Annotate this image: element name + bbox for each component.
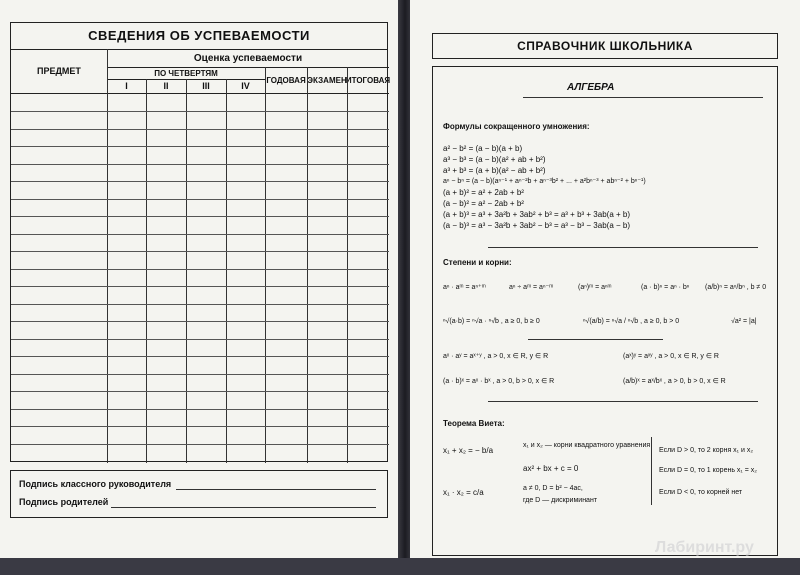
table-row[interactable] [11,444,389,445]
formula-line: (a/b)ⁿ = aⁿ/bⁿ , b ≠ 0 [705,284,767,291]
vieta-discriminant: a ≠ 0, D = b² − 4ac, [523,485,583,492]
grade-header: Оценка успеваемости [193,52,303,64]
abridged-title: Формулы сокращенного умножения: [443,122,590,131]
right-page [410,0,800,560]
formula-line: √a² = |a| [731,318,757,325]
formula-line: (a − b)³ = a³ − 3a²b + 3ab² − b³ = a³ − b³ − 3ab(a − b) [443,221,630,230]
table-row[interactable] [11,286,389,287]
quarters-header: ПО ЧЕТВЕРТЯМ [154,68,218,78]
quarter-2: II [163,81,169,91]
formula-line: (a − b)² = a² − 2ab + b² [443,199,524,208]
formula-line: aⁿ − bⁿ = (a − b)(aⁿ⁻¹ + aⁿ⁻²b + aⁿ⁻³b² + ... + a²bⁿ⁻³ + abⁿ⁻² + bⁿ⁻¹) [443,178,646,185]
table-row[interactable] [11,269,389,270]
sign-teacher-label: Подпись классного руководителя [19,479,172,489]
vieta-equation: ax² + bx + c = 0 [523,464,579,473]
grades-table [10,22,391,462]
formula-line: (aˣ)ʸ = aˣʸ , a > 0, x ∈ R, y ∈ R [623,353,719,360]
table-row[interactable] [11,146,389,147]
watermark: Лабиринт.ру [655,539,754,556]
vieta-title: Теорема Виета: [443,419,505,428]
exam-header: ЭКЗАМЕН [307,75,347,85]
table-row[interactable] [11,199,389,200]
table-row[interactable] [11,391,389,392]
formula-line: aⁿ · aᵐ = aⁿ⁺ᵐ [443,284,486,291]
signatures-block [10,470,388,518]
formula-line: a² − b² = (a − b)(a + b) [443,144,523,153]
vieta-sum: x₁ + x₂ = − b/a [443,446,494,455]
formula-line: aˣ · aʸ = aˣ⁺ʸ , a > 0, x ∈ R, y ∈ R [443,353,549,360]
table-row[interactable] [11,356,389,357]
table-row[interactable] [11,111,389,112]
table-row[interactable] [11,216,389,217]
table-row[interactable] [11,304,389,305]
table-row[interactable] [11,321,389,322]
quarter-1: I [125,81,128,91]
sign-parents-label: Подпись родителей [19,497,109,507]
table-row[interactable] [11,339,389,340]
table-row[interactable] [11,164,389,165]
algebra-box [432,66,778,556]
formula-line: ⁿ√(a/b) = ⁿ√a / ⁿ√b , a ≥ 0, b > 0 [583,318,680,325]
subject-header: ПРЕДМЕТ [37,66,81,76]
grades-table-title: СВЕДЕНИЯ ОБ УСПЕВАЕМОСТИ [11,23,387,50]
vieta-roots: x₁ и x₂ — корни квадратного уравнения [523,442,651,449]
vieta-product: x₁ · x₂ = c/a [443,488,484,497]
table-row[interactable] [11,129,389,130]
vieta-case: Если D = 0, то 1 корень x₁ = x₂ [659,467,757,474]
sign-parents-line[interactable] [111,507,376,508]
final-header: ИТОГОВАЯ [345,75,391,85]
reference-header: СПРАВОЧНИК ШКОЛЬНИКА [432,33,778,59]
vieta-case: Если D < 0, то корней нет [659,489,743,496]
formula-line: (a + b)² = a² + 2ab + b² [443,188,524,197]
sign-teacher-line[interactable] [176,489,376,490]
table-row[interactable] [11,234,389,235]
table-row[interactable] [11,181,389,182]
formula-line: a³ − b³ = (a − b)(a² + ab + b²) [443,155,546,164]
formula-line: a³ + b³ = (a + b)(a² − ab + b²) [443,166,546,175]
formula-line: (a/b)ˣ = aˣ/bˣ , a > 0, b > 0, x ∈ R [623,378,726,385]
formula-line: (a + b)³ = a³ + 3a²b + 3ab² + b³ = a³ + b³ + 3ab(a + b) [443,210,630,219]
table-row[interactable] [11,409,389,410]
quarter-4: IV [241,81,250,91]
vieta-case: Если D > 0, то 2 корня x₁ и x₂ [659,447,754,454]
table-row[interactable] [11,374,389,375]
powers-title: Степени и корни: [443,258,512,267]
section-title: АЛГЕБРА [567,82,615,93]
annual-header: ГОДОВАЯ [266,75,306,85]
quarter-3: III [202,81,210,91]
formula-line: (a · b)ˣ = aˣ · bˣ , a > 0, b > 0, x ∈ R [443,378,555,385]
left-page [0,0,400,560]
formula-line: (a · b)ⁿ = aⁿ · bⁿ [641,284,690,291]
bottom-edge [0,558,800,575]
formula-line: aⁿ ÷ aᵐ = aⁿ⁻ᵐ [509,284,554,291]
formula-line: (aⁿ)ᵐ = aⁿᵐ [578,284,612,291]
table-row[interactable] [11,251,389,252]
vieta-discriminant-note: где D — дискриминант [523,497,598,504]
table-row[interactable] [11,426,389,427]
formula-line: ⁿ√(a·b) = ⁿ√a · ⁿ√b , a ≥ 0, b ≥ 0 [443,318,540,325]
